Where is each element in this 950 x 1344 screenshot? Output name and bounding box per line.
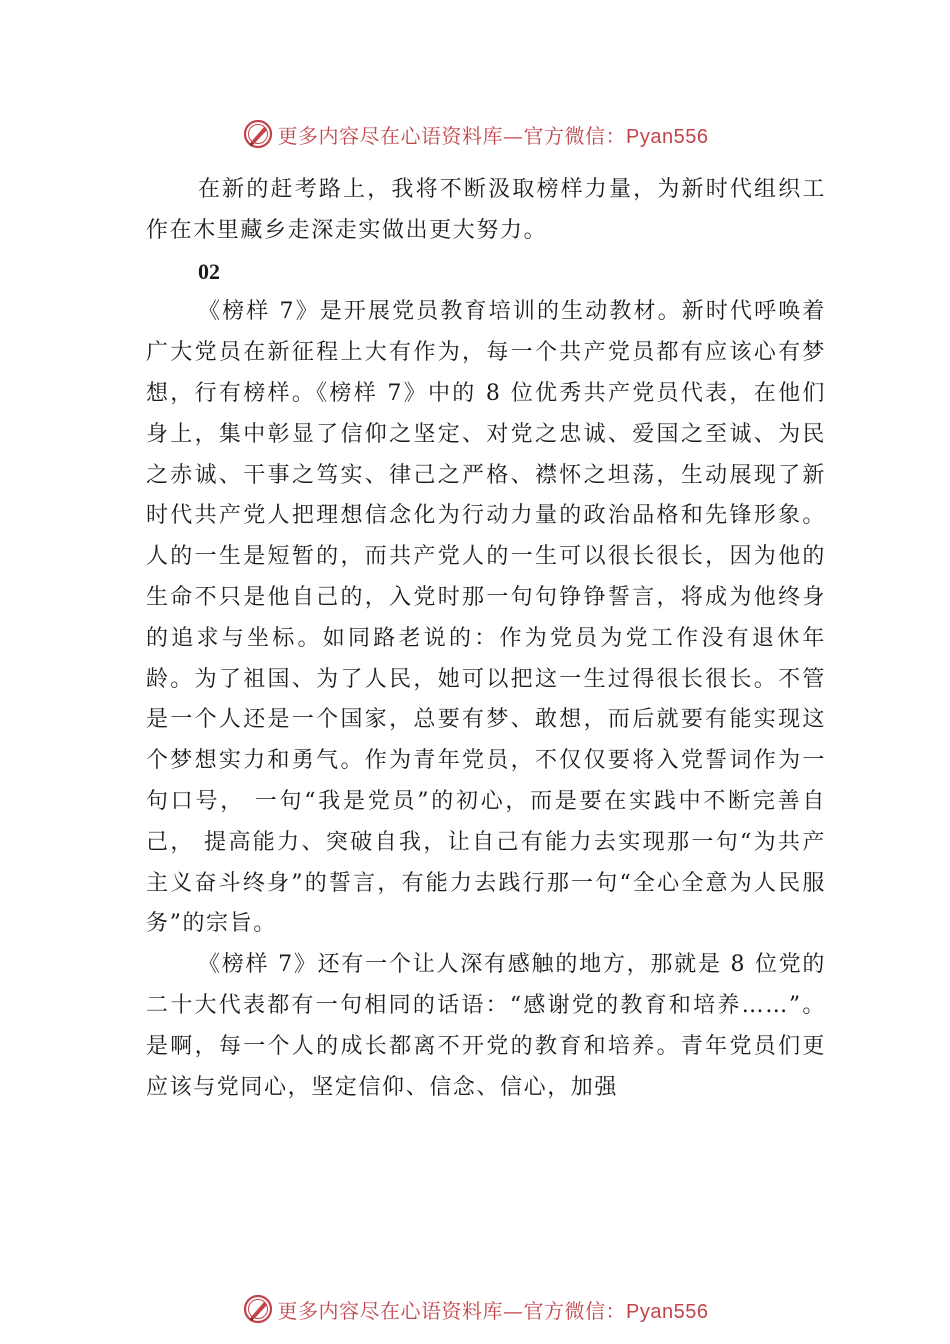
section-heading: 02 (198, 258, 220, 284)
watermark-text: 更多内容尽在心语资料库—官方微信：Pyan556 (277, 123, 709, 148)
paragraph-1: 在新的赶考路上，我将不断汲取榜样力量，为新时代组织工作在木里藏乡走深走实做出更大努力。 (146, 177, 826, 243)
header-watermark (0, 118, 950, 150)
document-body (146, 170, 826, 1108)
red-seal-pen-icon (242, 118, 274, 150)
paragraph-3: 《榜样 7》还有一个让人深有感触的地方，那就是 8 位党的二十大代表都有一句相同的话语：“感谢党的教育和培养……”。是啊，每一个人的成长都离不开党的教育和培养。青年党员们更应该与党同心，坚定信仰、信念、信心，加强 (146, 952, 826, 1100)
watermark-text: 更多内容尽在心语资料库—官方微信：Pyan556 (277, 1298, 709, 1323)
red-seal-pen-icon (242, 1293, 274, 1325)
paragraph-2: 《榜样 7》是开展党员教育培训的生动教材。新时代呼唤着广大党员在新征程上大有作为，每一个共产党员都有应该心有梦想，行有榜样。《榜样 7》中的 8 位优秀共产党员代表，在他们身上，集中彰显了信仰之坚定、对党之忠诚、爱国之至诚、为民之赤诚、干事之笃实、律己之严格、襟怀之坦荡，生动展现了新时代共产党人把理想信念化为行动力量的政治品格和先锋形象。人的一生是短暂的，而共产党人的一生可以很长很长，因为他的生命不只是他自己的，入党时那一句句铮铮誓言，将成为他终身的追求与坐标。如同路老说的：作为党员为党工作没有退休年龄。为了祖国、为了人民，她可以把这一生过得很长很长。不管是一个人还是一个国家，总要有梦、敢想，而后就要有能实现这个梦想实力和勇气。作为青年党员，不仅仅要将入党誓词作为一句口号， 一句“我是党员”的初心，而是要在实践中不断完善自己， 提高能力、突破自我，让自己有能力去实现那一句“为共产主义奋斗终身”的誓言，有能力去践行那一句“全心全意为人民服务”的宗旨。 (146, 299, 826, 937)
footer-watermark (0, 1293, 950, 1325)
